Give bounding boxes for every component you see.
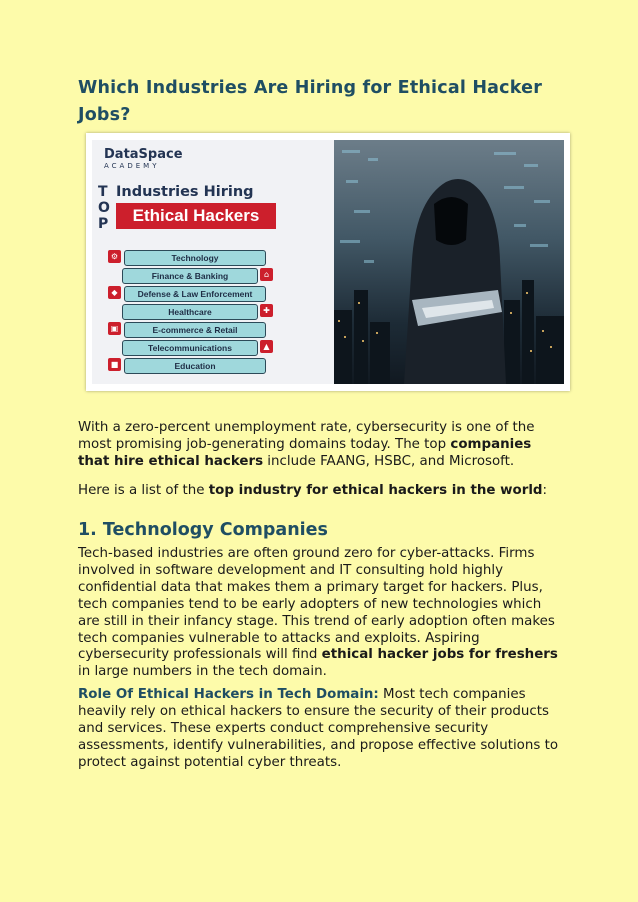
top-letter-t: T [98, 184, 108, 200]
banner-image [86, 133, 570, 391]
role-paragraph [78, 687, 562, 772]
hacker-art-svg [334, 140, 564, 384]
list-intro-text-1: Here is a list of the [78, 483, 209, 498]
school-icon: ■ [108, 358, 121, 371]
list-intro-text-2: : [542, 483, 548, 498]
technology-bold: ethical hacker jobs for freshers [321, 647, 558, 663]
role-text: Most tech companies heavily rely on ethical hackers to ensure the security of their products and services. These experts conduct comprehensive security assessments, identify vulnerabilities, and propose effective solutions to protect against potential cyber threats. [78, 687, 559, 770]
industry-pill-ecommerce: E-commerce & Retail [124, 322, 266, 338]
intro-text-1: With a zero-percent unemployment rate, cybersecurity is one of the most promising job-generating domains today. The top [78, 420, 535, 452]
gear-icon: ⚙ [108, 250, 121, 263]
top-letter-p: P [98, 216, 109, 232]
technology-text-1: Tech-based industries are often ground zero for cyber-attacks. Firms involved in software development and IT consulting hold highly confidential data that makes them a primary target for hackers. Plus, tech companies tend to be early adopters of new technologies which are still in their infancy stage. This trend of early adoption often makes tech companies vulnerable to attacks and exploits. Aspiring cybersecurity professionals will find [78, 546, 555, 663]
logo-name: DataSpace [104, 147, 183, 162]
list-intro-bold: top industry for ethical hackers in the world [208, 483, 543, 498]
logo-sub: ACADEMY [104, 162, 160, 170]
intro-paragraph [78, 420, 562, 471]
top-letter-o: O [98, 200, 110, 216]
cart-icon: ▣ [108, 322, 121, 335]
section-heading-technology: 1. Technology Companies [78, 520, 328, 540]
industry-pill-defense: Defense & Law Enforcement [124, 286, 266, 302]
banner-inner [92, 140, 564, 384]
technology-paragraph [78, 546, 562, 681]
banner-heading-industries: Industries Hiring [116, 184, 254, 200]
industry-pill-technology: Technology [124, 250, 266, 266]
intro-text-2: include FAANG, HSBC, and Microsoft. [263, 453, 515, 469]
list-intro-paragraph [78, 483, 562, 500]
industry-pill-education: Education [124, 358, 266, 374]
intro-link-companies: companies that hire ethical hackers [78, 436, 532, 469]
tower-icon: ▲ [260, 340, 273, 353]
shield-icon: ◆ [108, 286, 121, 299]
page-title: Which Industries Are Hiring for Ethical Hacker Jobs? [78, 78, 543, 125]
industry-pill-finance: Finance & Banking [122, 268, 258, 284]
industry-pill-telecom: Telecommunications [122, 340, 258, 356]
industry-pill-healthcare: Healthcare [122, 304, 258, 320]
role-label: Role Of Ethical Hackers in Tech Domain: [78, 687, 379, 702]
banner-heading-ethical-hackers: Ethical Hackers [116, 203, 276, 229]
health-icon: ✚ [260, 304, 273, 317]
technology-text-2: in large numbers in the tech domain. [78, 664, 327, 680]
bank-icon: ⌂ [260, 268, 273, 281]
hacker-illustration [334, 140, 564, 384]
